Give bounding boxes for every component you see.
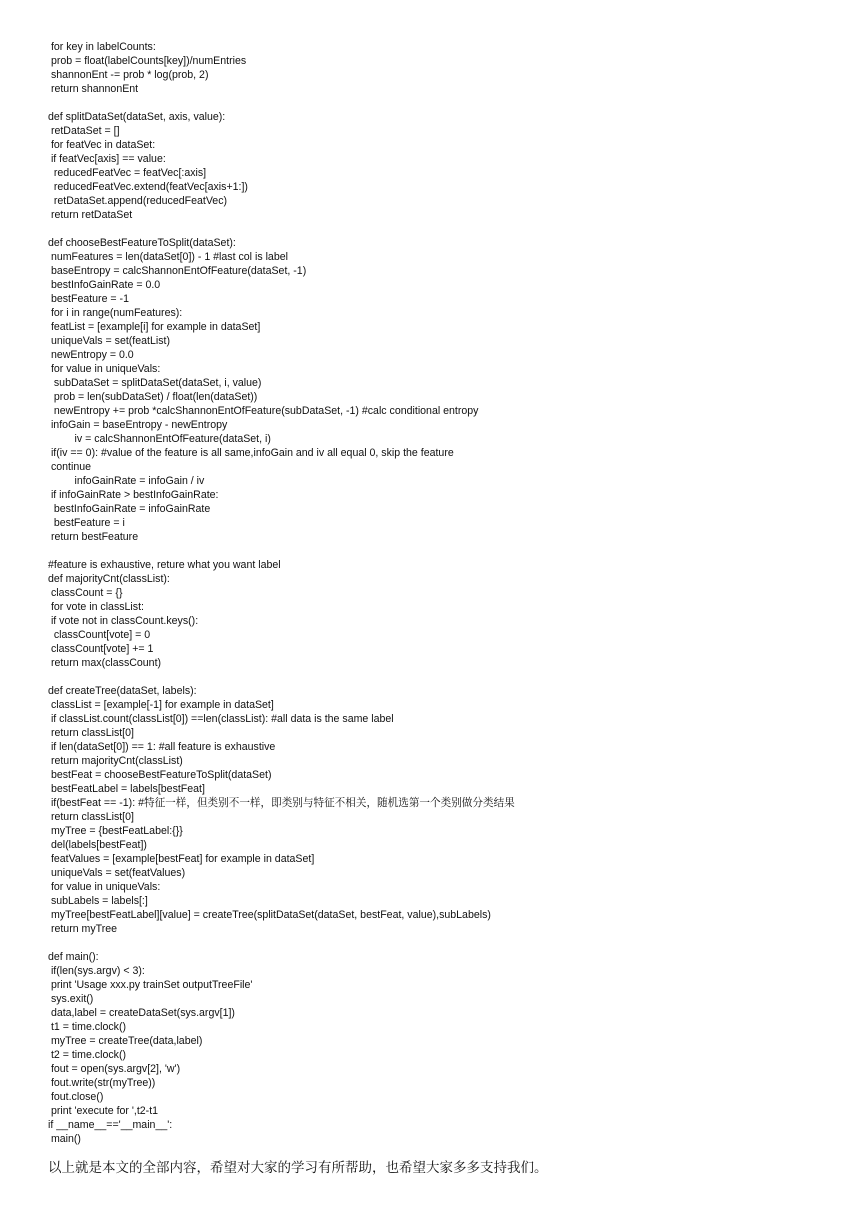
code-line: for i in range(numFeatures): (48, 307, 183, 319)
code-line: reducedFeatVec.extend(featVec[axis+1:]) (48, 181, 248, 193)
code-line: if(iv == 0): #value of the feature is all same,infoGain and iv all equal 0, skip the feature (48, 447, 454, 459)
code-line: bestFeature = -1 (48, 293, 129, 305)
code-line: infoGain = baseEntropy - newEntropy (48, 419, 228, 431)
code-line: main() (48, 1133, 81, 1145)
code-line: bestFeat = chooseBestFeatureToSplit(dataSet) (48, 769, 272, 781)
code-line: return shannonEnt (48, 83, 139, 95)
code-line: if len(dataSet[0]) == 1: #all feature is exhaustive (48, 741, 276, 753)
code-line: t1 = time.clock() (48, 1021, 126, 1033)
code-line: retDataSet = [] (48, 125, 120, 137)
code-line: subDataSet = splitDataSet(dataSet, i, value) (48, 377, 262, 389)
code-line: continue (48, 461, 91, 473)
code-line: bestInfoGainRate = 0.0 (48, 279, 161, 291)
code-line: sys.exit() (48, 993, 94, 1005)
code-line: def chooseBestFeatureToSplit(dataSet): (48, 237, 236, 249)
code-line: for featVec in dataSet: (48, 139, 156, 151)
code-line: baseEntropy = calcShannonEntOfFeature(dataSet, -1) (48, 265, 307, 277)
code-line: classCount[vote] = 0 (48, 629, 151, 641)
code-line: del(labels[bestFeat]) (48, 839, 147, 851)
code-line: if __name__=='__main__': (48, 1119, 173, 1131)
code-line: if(len(sys.argv) < 3): (48, 965, 145, 977)
code-line: reducedFeatVec = featVec[:axis] (48, 167, 207, 179)
code-line: myTree = createTree(data,label) (48, 1035, 203, 1047)
code-line: for value in uniqueVals: (48, 363, 161, 375)
code-line: fout.write(str(myTree)) (48, 1077, 156, 1089)
code-line: if infoGainRate > bestInfoGainRate: (48, 489, 219, 501)
code-line: bestInfoGainRate = infoGainRate (48, 503, 211, 515)
code-line: fout.close() (48, 1091, 104, 1103)
code-line: bestFeature = i (48, 517, 125, 529)
code-block (48, 40, 848, 1146)
code-line (48, 222, 848, 236)
code-line: prob = len(subDataSet) / float(len(dataSet)) (48, 391, 258, 403)
code-line: return bestFeature (48, 531, 139, 543)
code-line: def splitDataSet(dataSet, axis, value): (48, 111, 226, 123)
code-line: featValues = [example[bestFeat] for example in dataSet] (48, 853, 315, 865)
code-line: t2 = time.clock() (48, 1049, 126, 1061)
code-line: bestFeatLabel = labels[bestFeat] (48, 783, 205, 795)
code-line: shannonEnt -= prob * log(prob, 2) (48, 69, 209, 81)
code-line: newEntropy += prob *calcShannonEntOfFeature(subDataSet, -1) #calc conditional entropy (48, 405, 479, 417)
code-line: print 'execute for ',t2-t1 (48, 1105, 159, 1117)
code-line: subLabels = labels[:] (48, 895, 148, 907)
code-line: return classList[0] (48, 811, 134, 823)
code-line: classCount[vote] += 1 (48, 643, 154, 655)
code-line: for key in labelCounts: (48, 41, 156, 53)
code-line: return max(classCount) (48, 657, 162, 669)
code-line: if featVec[axis] == value: (48, 153, 166, 165)
code-line: def majorityCnt(classList): (48, 573, 170, 585)
code-line: myTree[bestFeatLabel][value] = createTree(splitDataSet(dataSet, bestFeat, value),subLabels) (48, 909, 491, 921)
code-line: retDataSet.append(reducedFeatVec) (48, 195, 228, 207)
code-line: numFeatures = len(dataSet[0]) - 1 #last col is label (48, 251, 288, 263)
code-line: newEntropy = 0.0 (48, 349, 134, 361)
code-line: def main(): (48, 951, 99, 963)
code-line (48, 936, 848, 950)
code-line: uniqueVals = set(featValues) (48, 867, 186, 879)
code-line: prob = float(labelCounts[key])/numEntries (48, 55, 247, 67)
code-line (48, 670, 848, 684)
code-line: featList = [example[i] for example in dataSet] (48, 321, 261, 333)
code-line: infoGainRate = infoGain / iv (48, 475, 205, 487)
code-line: if classList.count(classList[0]) ==len(classList): #all data is the same label (48, 713, 394, 725)
code-line: for vote in classList: (48, 601, 144, 613)
code-line: myTree = {bestFeatLabel:{}} (48, 825, 183, 837)
code-line: return classList[0] (48, 727, 134, 739)
code-line: if(bestFeat == -1): #特征一样，但类别不一样，即类别与特征不相关，随机选第一个类别做分类结果 (48, 797, 515, 809)
code-line: return myTree (48, 923, 118, 935)
code-line: print 'Usage xxx.py trainSet outputTreeFile' (48, 979, 253, 991)
code-line: #feature is exhaustive, reture what you want label (48, 559, 281, 571)
code-line: fout = open(sys.argv[2], 'w') (48, 1063, 181, 1075)
code-line: data,label = createDataSet(sys.argv[1]) (48, 1007, 235, 1019)
code-line (48, 96, 848, 110)
closing-paragraph: 以上就是本文的全部内容，希望对大家的学习有所帮助，也希望大家多多支持我们。 (48, 1160, 548, 1176)
code-line: return retDataSet (48, 209, 133, 221)
code-line: uniqueVals = set(featList) (48, 335, 170, 347)
code-line: classList = [example[-1] for example in dataSet] (48, 699, 274, 711)
code-line (48, 544, 848, 558)
code-line: def createTree(dataSet, labels): (48, 685, 197, 697)
code-line: if vote not in classCount.keys(): (48, 615, 199, 627)
code-line: for value in uniqueVals: (48, 881, 161, 893)
code-line: iv = calcShannonEntOfFeature(dataSet, i) (48, 433, 271, 445)
code-line: classCount = {} (48, 587, 123, 599)
code-line: return majorityCnt(classList) (48, 755, 183, 767)
